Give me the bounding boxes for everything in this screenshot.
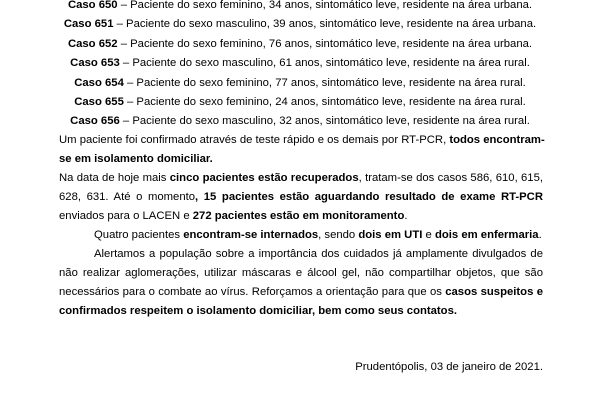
case-line: Caso 656 – Paciente do sexo masculino, 32 anos, sintomático leve, residente na área rural.	[70, 115, 530, 127]
confirmation-paragraph: Um paciente foi confirmado através de teste rápido e os demais por RT-PCR, todos encontram-	[59, 134, 545, 146]
case-line: Caso 652 – Paciente do sexo feminino, 76 anos, sintomático leve, residente na área urbana.	[67, 38, 533, 50]
case-line: Caso 654 – Paciente do sexo feminino, 77 anos, sintomático leve, residente na área rural.	[74, 77, 526, 89]
case-line: Caso 651 – Paciente do sexo masculino, 39 anos, sintomático leve, residente na área urbana.	[63, 18, 537, 30]
alert-paragraph-line: necessários para o combate ao vírus. Reforçamos a orientação para que os casos suspeitos e	[59, 286, 543, 298]
signature-date: Prudentópolis, 03 de janeiro de 2021.	[355, 361, 543, 373]
case-line: Caso 650 – Paciente do sexo feminino, 34 anos, sintomático leve, residente na área urbana.	[67, 0, 533, 11]
alert-paragraph: Alertamos a população sobre a importância dos cuidados já amplamente divulgados de	[94, 248, 543, 260]
confirmation-paragraph-end: se em isolamento domiciliar.	[59, 153, 213, 165]
case-line: Caso 653 – Paciente do sexo masculino, 61 anos, sintomático leve, residente na área rural.	[70, 57, 530, 69]
case-line: Caso 655 – Paciente do sexo feminino, 24 anos, sintomático leve, residente na área rural.	[74, 96, 526, 108]
hospitalized-paragraph: Quatro pacientes encontram-se internados, sendo dois em UTI e dois em enfermaria.	[94, 229, 542, 241]
recovered-paragraph-line: 628, 631. Até o momento, 15 pacientes estão aguardando resultado de exame RT-PCR	[59, 191, 543, 203]
recovered-paragraph-end: enviados para o LACEN e 272 pacientes estão em monitoramento.	[59, 210, 408, 222]
recovered-paragraph: Na data de hoje mais cinco pacientes estão recuperados, tratam-se dos casos 586, 610, 615,	[59, 172, 544, 184]
alert-paragraph-end: confirmados respeitem o isolamento domiciliar, bem como seus contatos.	[59, 305, 458, 317]
alert-paragraph-line: não realizar aglomerações, utilizar máscaras e álcool gel, não compartilhar objetos, que são	[59, 267, 543, 279]
